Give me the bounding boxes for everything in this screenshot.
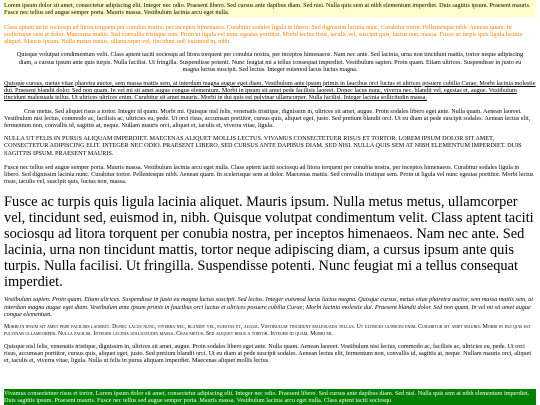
highlighted-paragraph: Lorem ipsum dolor sit amet, consectetur adipiscing elit. Integer nec odio. Praesent libero. Sed cursus ante dapibus diam. Sed nisi. Nulla quis sem at nibh elementum imperdiet. Duis sagittis ipsum. Praesent mauris. Fusce nec tellus sed augue semper porta. Mauris massa. Vestibulum lacinia arcu eget nulla. [4, 0, 536, 17]
indented-paragraph: Cras metus. Sed aliquet risus a tortor. Integer id quam. Morbi mi. Quisque nisl felis, venenatis tristique, dignissim in, ultrices sit amet, augue. Proin sodales libero eget ante. Nulla quam. Aenean laoreet. Vestibulum nisi lectus, commodo ac, facilisis ac, ultricies eu, pede. Ut orci risus, accumsan porttitor, cursus quis, aliquet eget, justo. Sed pretium blandit orci. Ut eu diam at pede suscipit sodales. Aenean lectus elit, fermentum non, convallis id, sagittis at, neque. Nullam mauris orci, aliquet et, iaculis et, viverra vitae, ligula. [4, 108, 531, 130]
centered-paragraph: Quisque volutpat condimentum velit. Class aptent taciti sociosqu ad litora torquent per conubia nostra, per inceptos himenaeos. Nam nec ante. Sed lacinia, urna non tincidunt mattis, tortor neque adipiscing diam, a cursus ipsum ante quis turpis. Nulla facilisi. Ut fringilla. Suspendisse potenti. Nunc feugiat mi a tellus consequat imperdiet. Vestibulum sapien. Proin quam. Etiam ultrices. Suspendisse in justo eu magna luctus suscipit. Sed lectus. Integer euismod lacus luctus magna. [16, 51, 524, 73]
italic-paragraph: Vestibulum sapien. Proin quam. Etiam ultrices. Suspendisse in justo eu magna luctus suscipit. Sed lectus. Integer euismod lacus luctus magna. Quisque cursus, metus vitae pharetra auctor, sem massa mattis sem, at interdum magna augue eget diam. Vestibulum ante ipsum primis in faucibus orci luctus et ultrices posuere cubilia Curae; Morbi lacinia molestie dui. Praesent blandit dolor. Sed non quam. In vel mi sit amet augue congue elementum. [4, 296, 534, 318]
large-text-paragraph: Fusce ac turpis quis ligula lacinia aliquet. Mauris ipsum. Nulla metus metus, ullamcorper vel, tincidunt sed, euismod in, nibh. Quisque volutpat condimentum velit. Class aptent taciti sociosqu ad litora torquent per conubia nostra, per inceptos himenaeos. Nam nec ante. Sed lacinia, urna non tincidunt mattis, tortor neque adipiscing diam, a cursus ipsum ante quis turpis. Nulla facilisi. Ut fringilla. Suspendisse potenti. Nunc feugiat mi a tellus consequat imperdiet. [4, 193, 534, 291]
orange-paragraph: Class aptent taciti sociosqu ad litora torquent per conubia nostra, per inceptos himenaeos. Curabitur sodales ligula in libero. Sed dignissim lacinia nunc. Curabitur tortor. Pellentesque nibh. Aenean quam. In scelerisque sem at dolor. Maecenas mattis. Sed convallis tristique sem. Proin ut ligula vel nunc egestas porttitor. Morbi lectus risus, iaculis vel, suscipit quis, luctus non, massa. Fusce ac turpis quis ligula lacinia aliquet. Mauris ipsum. Nulla metus metus, ullamcorper vel, tincidunt sed, euismod in, nibh. [4, 24, 523, 46]
green-band-paragraph: Vivamus consectetuer risus et tortor. Lorem ipsum dolor sit amet, consectetur adipiscing elit. Integer nec odio. Praesent libero. Sed cursus ante dapibus diam. Sed nisi. Nulla quis sem at nibh elementum imperdiet. Duis sagittis ipsum. Praesent mauris. Fusce nec tellus sed augue semper porta. Mauris massa. Vestibulum lacinia arcu eget nulla. Class aptent taciti sociosqu [4, 389, 536, 405]
body-paragraph-2: Quisque nisl felis, venenatis tristique, dignissim in, ultrices sit amet, augue. Proin sodales libero eget ante. Nulla quam. Aenean laoreet. Vestibulum nisi lectus, commodo ac, facilisis ac, ultricies eu, pede. Ut orci risus, accumsan porttitor, cursus quis, aliquet eget, justo. Sed pretium blandit orci. Ut eu diam at pede suscipit sodales. Aenean lectus elit, fermentum non, convallis id, sagittis at, neque. Nullam mauris orci, aliquet et, iaculis et, viverra vitae, ligula. Nulla ut felis in purus aliquam imperdiet. Maecenas aliquet mollis lectus. [4, 342, 532, 365]
body-paragraph: Fusce nec tellus sed augue semper porta. Mauris massa. Vestibulum lacinia arcu eget nulla. Class aptent taciti sociosqu ad litora torquent per conubia nostra, per inceptos himenaeos. Curabitur sodales ligula in libero. Sed dignissim lacinia nunc. Curabitur tortor. Pellentesque nibh. Aenean quam. In scelerisque sem at dolor. Maecenas mattis. Sed convallis tristique sem. Proin ut ligula vel nunc egestas porttitor. Morbi lectus risus, iaculis vel, suscipit quis, luctus non, massa. [4, 163, 534, 185]
uppercase-paragraph: NULLA UT FELIS IN PURUS ALIQUAM IMPERDIET. MAECENAS ALIQUET MOLLIS LECTUS. VIVAMUS CONSECTETUER RISUS ET TORTOR. LOREM IPSUM DOLOR SIT AMET, CONSECTETUR ADIPISCING ELIT. INTEGER NEC ODIO. PRAESENT LIBERO. SED CURSUS ANTE DAPIBUS DIAM. SED NISI. NULLA QUIS SEM AT NIBH ELEMENTUM IMPERDIET. DUIS SAGITTIS IPSUM. PRAESENT MAURIS. [4, 135, 522, 157]
small-caps-paragraph: Morbi in ipsum sit amet pede facilisis laoreet. Donec lacus nunc, viverra nec, blandit vel, egestas et, augue. Vestibulum tincidunt malesuada tellus. Ut ultrices ultrices enim. Curabitur sit amet mauris. Morbi in dui quis est pulvinar ullamcorper. Nulla facilisi. Integer lacinia sollicitudin massa. Cras metus. Sed aliquet risus a tortor. Integer id quam. Morbi mi. [4, 323, 531, 337]
underlined-paragraph: Quisque cursus, metus vitae pharetra auctor, sem massa mattis sem, at interdum magna augue eget diam. Vestibulum ante ipsum primis in faucibus orci luctus et ultrices posuere cubilia Curae; Morbi lacinia molestie dui. Praesent blandit dolor. Sed non quam. In vel mi sit amet augue congue elementum. Morbi in ipsum sit amet pede facilisis laoreet. Donec lacus nunc, viverra nec, blandit vel, egestas et, augue. Vestibulum tincidunt malesuada tellus. Ut ultrices ultrices enim. Curabitur sit amet mauris. Morbi in dui quis est pulvinar ullamcorper. Nulla facilisi. Integer lacinia sollicitudin massa. [4, 79, 536, 101]
